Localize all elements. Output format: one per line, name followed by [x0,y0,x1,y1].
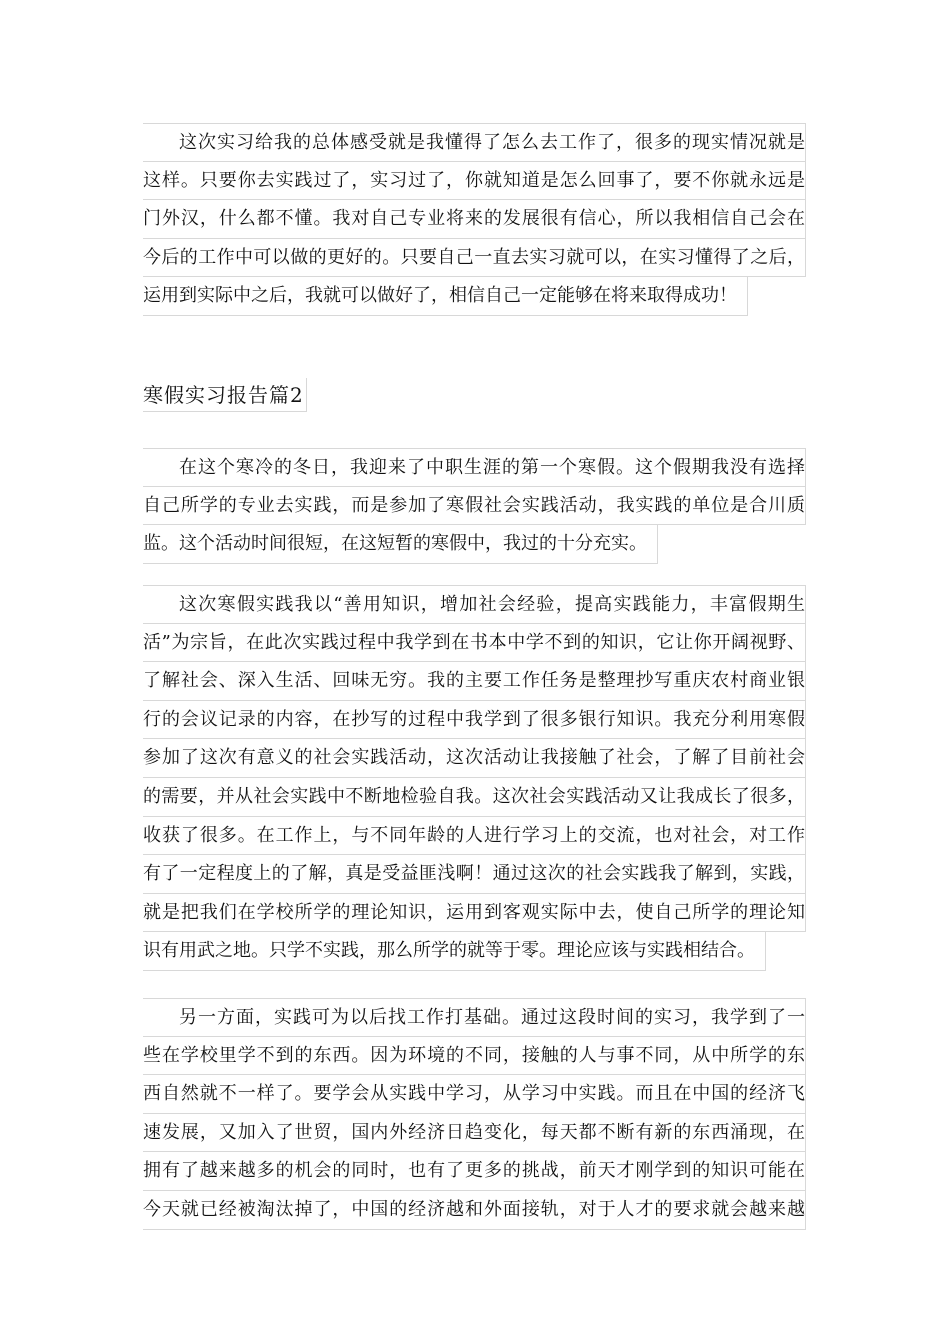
paragraph-line: 在这个寒冷的冬日，我迎来了中职生涯的第一个寒假。这个假期我没有选择 [143,448,806,487]
paragraph-line: 监。这个活动时间很短，在这短暂的寒假中，我过的十分充实。 [143,525,658,564]
paragraph-4 [143,998,806,1230]
paragraph-line: 行的会议记录的内容，在抄写的过程中我学到了很多银行知识。我充分利用寒假 [143,701,806,740]
paragraph-line: 自己所学的专业去实践，而是参加了寒假社会实践活动，我实践的单位是合川质 [143,487,806,526]
paragraph-2 [143,448,806,568]
paragraph-line: 有了一定程度上的了解，真是受益匪浅啊！通过这次的社会实践我了解到，实践， [143,855,806,894]
paragraph-line: 就是把我们在学校所学的理论知识，运用到客观实际中去，使自己所学的理论知 [143,894,806,933]
paragraph-line: 运用到实际中之后，我就可以做好了，相信自己一定能够在将来取得成功！ [143,277,748,316]
paragraph-line: 这次实习给我的总体感受就是我懂得了怎么去工作了，很多的现实情况就是 [143,123,806,162]
paragraph-line: 另一方面，实践可为以后找工作打基础。通过这段时间的实习，我学到了一 [143,998,806,1037]
paragraph-1 [143,123,806,320]
paragraph-line: 西自然就不一样了。要学会从实践中学习，从学习中实践。而且在中国的经济飞 [143,1075,806,1114]
paragraph-line: 识有用武之地。只学不实践，那么所学的就等于零。理论应该与实践相结合。 [143,932,766,971]
paragraph-line: 门外汉，什么都不懂。我对自己专业将来的发展很有信心，所以我相信自己会在 [143,200,806,239]
paragraph-line: 了解社会、深入生活、回味无穷。我的主要工作任务是整理抄写重庆农村商业银 [143,662,806,701]
paragraph-line: 拥有了越来越多的机会的同时，也有了更多的挑战，前天才刚学到的知识可能在 [143,1152,806,1191]
paragraph-line: 些在学校里学不到的东西。因为环境的不同，接触的人与事不同，从中所学的东 [143,1037,806,1076]
paragraph-line: 的需要，并从社会实践中不断地检验自我。这次社会实践活动又让我成长了很多， [143,778,806,817]
paragraph-line: 今天就已经被淘汰掉了，中国的经济越和外面接轨，对于人才的要求就会越来越 [143,1191,806,1230]
section-heading: 寒假实习报告篇2 [143,378,307,412]
paragraph-line: 今后的工作中可以做的更好的。只要自己一直去实习就可以，在实习懂得了之后， [143,239,806,278]
paragraph-3 [143,585,806,975]
paragraph-line: 速发展，又加入了世贸，国内外经济日趋变化，每天都不断有新的东西涌现，在 [143,1114,806,1153]
paragraph-line: 这样。只要你去实践过了，实习过了，你就知道是怎么回事了，要不你就永远是 [143,162,806,201]
paragraph-line: 参加了这次有意义的社会实践活动，这次活动让我接触了社会，了解了目前社会 [143,739,806,778]
paragraph-line: 收获了很多。在工作上，与不同年龄的人进行学习上的交流，也对社会，对工作 [143,817,806,856]
paragraph-line: 这次寒假实践我以“善用知识，增加社会经验，提高实践能力，丰富假期生 [143,585,806,624]
paragraph-line: 活”为宗旨，在此次实践过程中我学到在书本中学不到的知识，它让你开阔视野、 [143,624,806,663]
